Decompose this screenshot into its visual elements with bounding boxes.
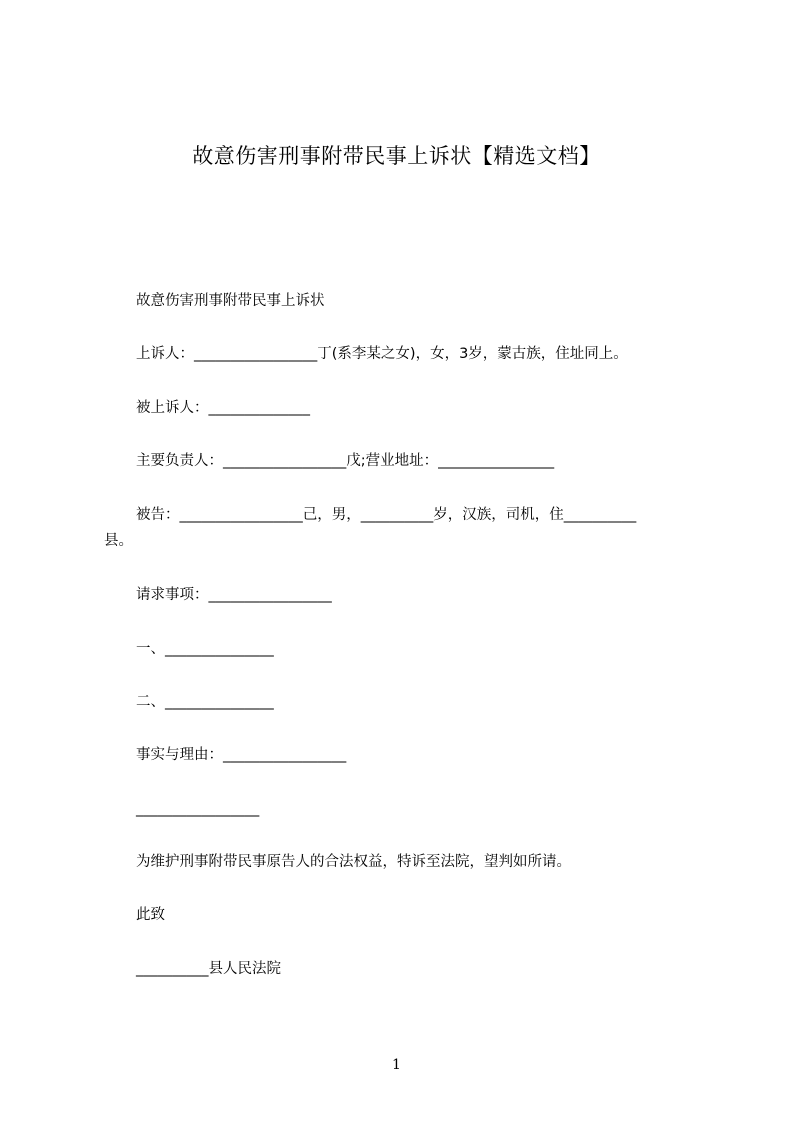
claims-line: 请求事项：_________________ bbox=[136, 587, 332, 603]
defendant-line: 被告：_________________己，男，__________岁，汉族，司机，住__________ bbox=[136, 507, 637, 523]
claim-item-2: 二、_______________ bbox=[136, 694, 274, 710]
appellee-line: 被上诉人：______________ bbox=[136, 400, 310, 416]
appellant-line: 上诉人：_________________丁(系李某之女)，女，3岁，蒙古族，住址同上。 bbox=[136, 346, 628, 362]
purpose-statement: 为维护刑事附带民事原告人的合法权益，特诉至法院，望判如所请。 bbox=[136, 854, 571, 870]
claim-item-1: 一、_______________ bbox=[136, 641, 274, 657]
defendant-line-continuation: 县。 bbox=[104, 533, 133, 549]
facts-reasons-line: 事实与理由：_________________ bbox=[136, 747, 347, 763]
body-heading: 故意伤害刑事附带民事上诉状 bbox=[136, 293, 325, 309]
page-number: 1 bbox=[392, 1057, 401, 1073]
defendant-paragraph bbox=[104, 502, 702, 554]
blank-line: _________________ bbox=[136, 801, 260, 817]
principal-line: 主要负责人：_________________戊;营业地址：________________ bbox=[136, 453, 555, 469]
document-title: 故意伤害刑事附带民事上诉状【精选文档】 bbox=[192, 144, 601, 168]
court-addressee: __________县人民法院 bbox=[136, 961, 281, 977]
salutation: 此致 bbox=[136, 907, 165, 923]
